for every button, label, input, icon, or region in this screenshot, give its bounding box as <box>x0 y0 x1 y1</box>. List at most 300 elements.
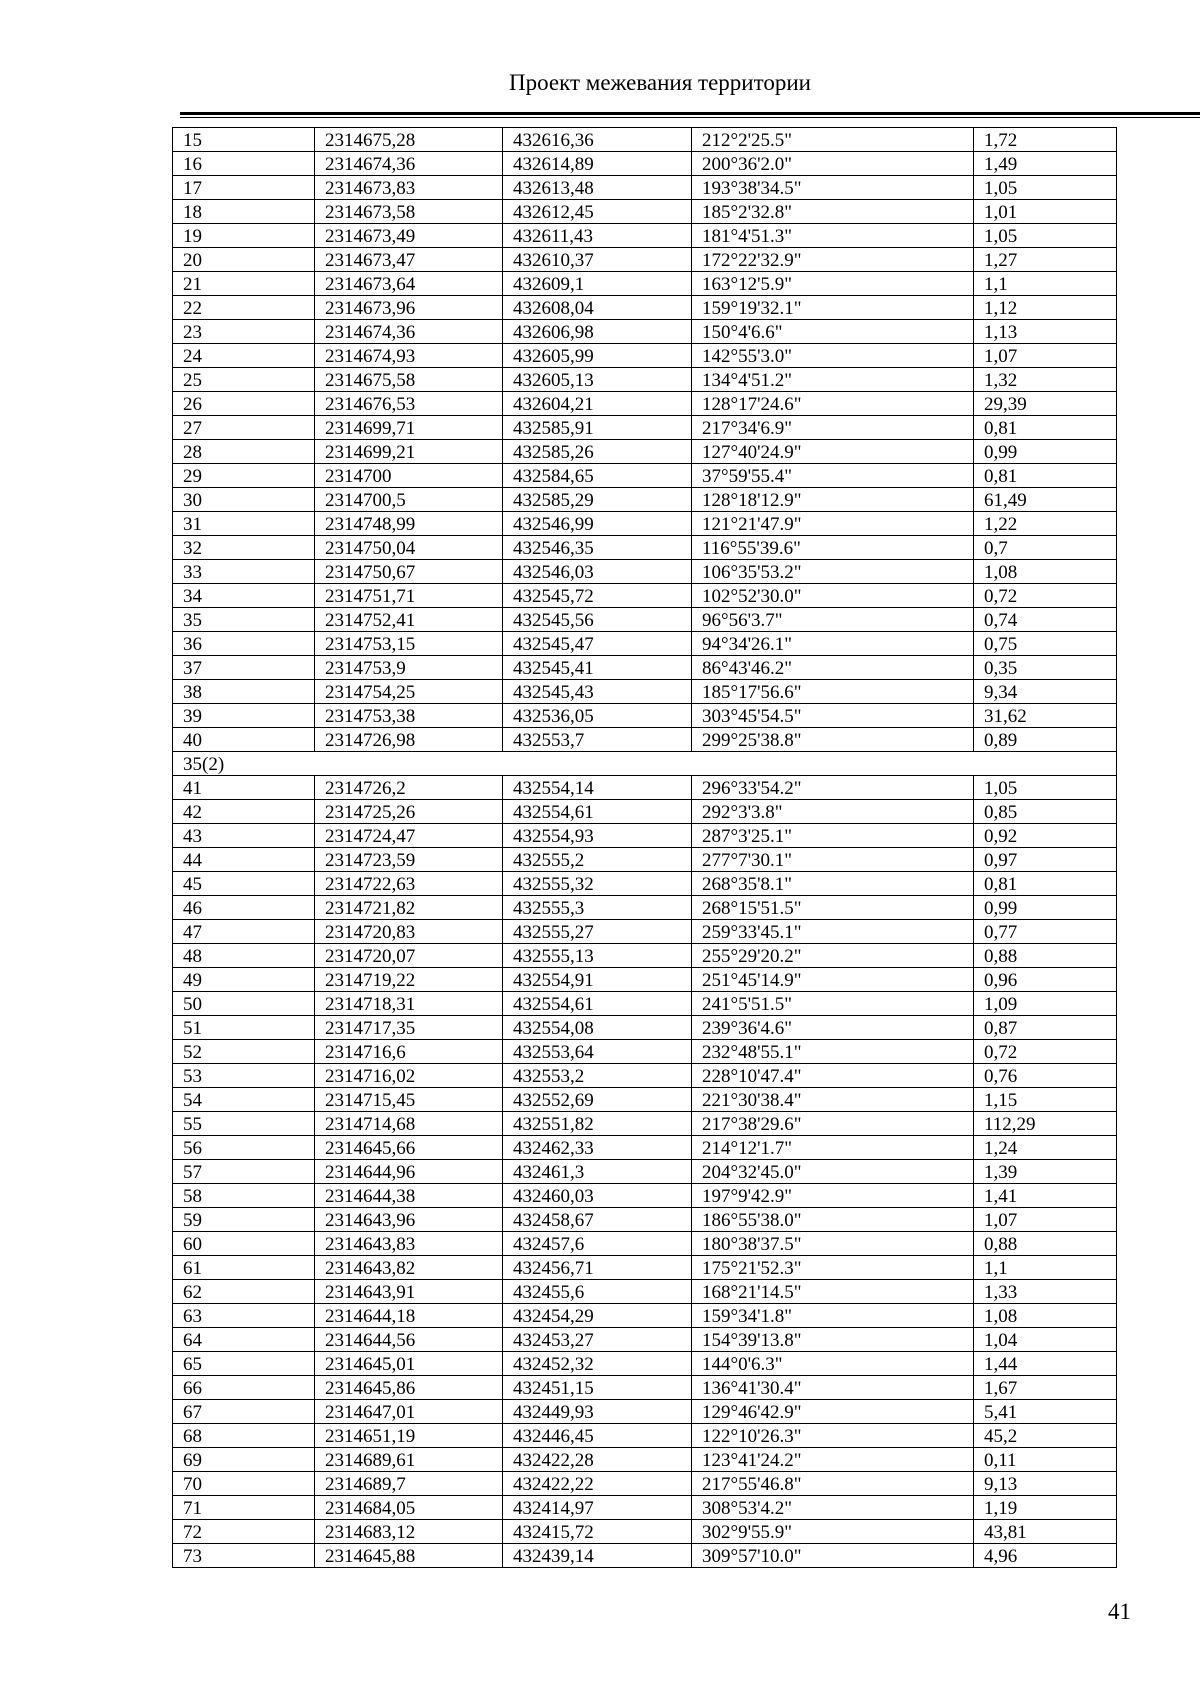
table-row <box>173 728 1117 752</box>
bearing-cell: 287°3'25.1" <box>692 824 974 848</box>
x-coordinate-cell: 2314644,38 <box>315 1184 503 1208</box>
distance-cell: 1,1 <box>974 272 1117 296</box>
bearing-cell: 159°19'32.1" <box>692 296 974 320</box>
table-row <box>173 1208 1117 1232</box>
point-number-cell: 34 <box>173 584 315 608</box>
y-coordinate-cell: 432555,2 <box>503 848 692 872</box>
distance-cell: 0,89 <box>974 728 1117 752</box>
bearing-cell: 106°35'53.2" <box>692 560 974 584</box>
point-number-cell: 50 <box>173 992 315 1016</box>
table-row <box>173 1016 1117 1040</box>
bearing-cell: 259°33'45.1" <box>692 920 974 944</box>
point-number-cell: 58 <box>173 1184 315 1208</box>
x-coordinate-cell: 2314724,47 <box>315 824 503 848</box>
point-number-cell: 42 <box>173 800 315 824</box>
table-row <box>173 1256 1117 1280</box>
bearing-cell: 181°4'51.3" <box>692 224 974 248</box>
point-number-cell: 28 <box>173 440 315 464</box>
distance-cell: 1,15 <box>974 1088 1117 1112</box>
bearing-cell: 122°10'26.3" <box>692 1424 974 1448</box>
y-coordinate-cell: 432605,13 <box>503 368 692 392</box>
bearing-cell: 268°35'8.1" <box>692 872 974 896</box>
x-coordinate-cell: 2314751,71 <box>315 584 503 608</box>
table-row <box>173 1544 1117 1568</box>
table-row <box>173 296 1117 320</box>
table-row <box>173 992 1117 1016</box>
point-number-cell: 63 <box>173 1304 315 1328</box>
y-coordinate-cell: 432553,2 <box>503 1064 692 1088</box>
point-number-cell: 41 <box>173 776 315 800</box>
distance-cell: 1,39 <box>974 1160 1117 1184</box>
table-row <box>173 1040 1117 1064</box>
point-number-cell: 56 <box>173 1136 315 1160</box>
point-number-cell: 49 <box>173 968 315 992</box>
distance-cell: 0,99 <box>974 896 1117 920</box>
x-coordinate-cell: 2314723,59 <box>315 848 503 872</box>
table-row <box>173 488 1117 512</box>
y-coordinate-cell: 432452,32 <box>503 1352 692 1376</box>
distance-cell: 1,67 <box>974 1376 1117 1400</box>
table-row <box>173 200 1117 224</box>
x-coordinate-cell: 2314700 <box>315 464 503 488</box>
bearing-cell: 175°21'52.3" <box>692 1256 974 1280</box>
bearing-cell: 159°34'1.8" <box>692 1304 974 1328</box>
bearing-cell: 308°53'4.2" <box>692 1496 974 1520</box>
x-coordinate-cell: 2314673,83 <box>315 176 503 200</box>
distance-cell: 1,08 <box>974 560 1117 584</box>
table-row <box>173 224 1117 248</box>
y-coordinate-cell: 432546,99 <box>503 512 692 536</box>
point-number-cell: 31 <box>173 512 315 536</box>
point-number-cell: 72 <box>173 1520 315 1544</box>
y-coordinate-cell: 432585,26 <box>503 440 692 464</box>
bearing-cell: 136°41'30.4" <box>692 1376 974 1400</box>
table-row <box>173 128 1117 152</box>
y-coordinate-cell: 432449,93 <box>503 1400 692 1424</box>
distance-cell: 0,81 <box>974 416 1117 440</box>
distance-cell: 1,44 <box>974 1352 1117 1376</box>
x-coordinate-cell: 2314689,7 <box>315 1472 503 1496</box>
bearing-cell: 221°30'38.4" <box>692 1088 974 1112</box>
bearing-cell: 239°36'4.6" <box>692 1016 974 1040</box>
bearing-cell: 128°18'12.9" <box>692 488 974 512</box>
table-row <box>173 1376 1117 1400</box>
x-coordinate-cell: 2314716,02 <box>315 1064 503 1088</box>
x-coordinate-cell: 2314719,22 <box>315 968 503 992</box>
x-coordinate-cell: 2314645,66 <box>315 1136 503 1160</box>
y-coordinate-cell: 432554,61 <box>503 992 692 1016</box>
point-number-cell: 39 <box>173 704 315 728</box>
bearing-cell: 228°10'47.4" <box>692 1064 974 1088</box>
x-coordinate-cell: 2314675,28 <box>315 128 503 152</box>
table-row <box>173 536 1117 560</box>
table-row <box>173 800 1117 824</box>
x-coordinate-cell: 2314720,07 <box>315 944 503 968</box>
bearing-cell: 232°48'55.1" <box>692 1040 974 1064</box>
table-row <box>173 1160 1117 1184</box>
bearing-cell: 217°34'6.9" <box>692 416 974 440</box>
table-row <box>173 656 1117 680</box>
point-number-cell: 52 <box>173 1040 315 1064</box>
point-number-cell: 54 <box>173 1088 315 1112</box>
table-row <box>173 896 1117 920</box>
distance-cell: 0,77 <box>974 920 1117 944</box>
distance-cell: 43,81 <box>974 1520 1117 1544</box>
point-number-cell: 30 <box>173 488 315 512</box>
distance-cell: 0,35 <box>974 656 1117 680</box>
bearing-cell: 96°56'3.7" <box>692 608 974 632</box>
bearing-cell: 309°57'10.0" <box>692 1544 974 1568</box>
x-coordinate-cell: 2314753,15 <box>315 632 503 656</box>
x-coordinate-cell: 2314750,04 <box>315 536 503 560</box>
point-number-cell: 33 <box>173 560 315 584</box>
y-coordinate-cell: 432604,21 <box>503 392 692 416</box>
y-coordinate-cell: 432546,03 <box>503 560 692 584</box>
y-coordinate-cell: 432555,3 <box>503 896 692 920</box>
table-row <box>173 584 1117 608</box>
y-coordinate-cell: 432415,72 <box>503 1520 692 1544</box>
x-coordinate-cell: 2314683,12 <box>315 1520 503 1544</box>
table-row <box>173 368 1117 392</box>
bearing-cell: 186°55'38.0" <box>692 1208 974 1232</box>
x-coordinate-cell: 2314674,36 <box>315 152 503 176</box>
distance-cell: 0,7 <box>974 536 1117 560</box>
bearing-cell: 212°2'25.5" <box>692 128 974 152</box>
distance-cell: 0,96 <box>974 968 1117 992</box>
point-number-cell: 62 <box>173 1280 315 1304</box>
distance-cell: 1,27 <box>974 248 1117 272</box>
point-number-cell: 70 <box>173 1472 315 1496</box>
table-row <box>173 1112 1117 1136</box>
x-coordinate-cell: 2314673,58 <box>315 200 503 224</box>
bearing-cell: 217°55'46.8" <box>692 1472 974 1496</box>
bearing-cell: 154°39'13.8" <box>692 1328 974 1352</box>
table-row <box>173 176 1117 200</box>
point-number-cell: 43 <box>173 824 315 848</box>
x-coordinate-cell: 2314645,86 <box>315 1376 503 1400</box>
distance-cell: 1,05 <box>974 776 1117 800</box>
bearing-cell: 163°12'5.9" <box>692 272 974 296</box>
distance-cell: 29,39 <box>974 392 1117 416</box>
x-coordinate-cell: 2314716,6 <box>315 1040 503 1064</box>
y-coordinate-cell: 432451,15 <box>503 1376 692 1400</box>
x-coordinate-cell: 2314689,61 <box>315 1448 503 1472</box>
bearing-cell: 129°46'42.9" <box>692 1400 974 1424</box>
y-coordinate-cell: 432606,98 <box>503 320 692 344</box>
y-coordinate-cell: 432422,22 <box>503 1472 692 1496</box>
table-row <box>173 704 1117 728</box>
bearing-cell: 180°38'37.5" <box>692 1232 974 1256</box>
y-coordinate-cell: 432614,89 <box>503 152 692 176</box>
table-row <box>173 1328 1117 1352</box>
x-coordinate-cell: 2314684,05 <box>315 1496 503 1520</box>
bearing-cell: 37°59'55.4" <box>692 464 974 488</box>
x-coordinate-cell: 2314726,98 <box>315 728 503 752</box>
table-row <box>173 416 1117 440</box>
table-row <box>173 1496 1117 1520</box>
table-row <box>173 1400 1117 1424</box>
bearing-cell: 172°22'32.9" <box>692 248 974 272</box>
y-coordinate-cell: 432536,05 <box>503 704 692 728</box>
bearing-cell: 303°45'54.5" <box>692 704 974 728</box>
table-row <box>173 1352 1117 1376</box>
distance-cell: 1,41 <box>974 1184 1117 1208</box>
y-coordinate-cell: 432454,29 <box>503 1304 692 1328</box>
distance-cell: 0,74 <box>974 608 1117 632</box>
x-coordinate-cell: 2314651,19 <box>315 1424 503 1448</box>
x-coordinate-cell: 2314674,36 <box>315 320 503 344</box>
table-row <box>173 1424 1117 1448</box>
bearing-cell: 241°5'51.5" <box>692 992 974 1016</box>
bearing-cell: 185°17'56.6" <box>692 680 974 704</box>
distance-cell: 9,13 <box>974 1472 1117 1496</box>
point-number-cell: 26 <box>173 392 315 416</box>
x-coordinate-cell: 2314645,01 <box>315 1352 503 1376</box>
page-title: Проект межевания территории <box>509 70 811 95</box>
distance-cell: 4,96 <box>974 1544 1117 1568</box>
distance-cell: 0,99 <box>974 440 1117 464</box>
point-number-cell: 37 <box>173 656 315 680</box>
y-coordinate-cell: 432456,71 <box>503 1256 692 1280</box>
x-coordinate-cell: 2314748,99 <box>315 512 503 536</box>
distance-cell: 0,88 <box>974 944 1117 968</box>
table-row <box>173 1448 1117 1472</box>
x-coordinate-cell: 2314643,96 <box>315 1208 503 1232</box>
distance-cell: 0,92 <box>974 824 1117 848</box>
table-row <box>173 392 1117 416</box>
bearing-cell: 121°21'47.9" <box>692 512 974 536</box>
point-number-cell: 35 <box>173 608 315 632</box>
point-number-cell: 27 <box>173 416 315 440</box>
table-row <box>173 320 1117 344</box>
x-coordinate-cell: 2314643,83 <box>315 1232 503 1256</box>
x-coordinate-cell: 2314673,47 <box>315 248 503 272</box>
distance-cell: 0,97 <box>974 848 1117 872</box>
header-rule-thick <box>180 112 1200 115</box>
distance-cell: 0,81 <box>974 872 1117 896</box>
point-number-cell: 25 <box>173 368 315 392</box>
x-coordinate-cell: 2314699,21 <box>315 440 503 464</box>
y-coordinate-cell: 432460,03 <box>503 1184 692 1208</box>
table-row <box>173 344 1117 368</box>
x-coordinate-cell: 2314752,41 <box>315 608 503 632</box>
y-coordinate-cell: 432455,6 <box>503 1280 692 1304</box>
distance-cell: 1,24 <box>974 1136 1117 1160</box>
table-row <box>173 272 1117 296</box>
x-coordinate-cell: 2314675,58 <box>315 368 503 392</box>
y-coordinate-cell: 432612,45 <box>503 200 692 224</box>
point-number-cell: 57 <box>173 1160 315 1184</box>
bearing-cell: 144°0'6.3" <box>692 1352 974 1376</box>
x-coordinate-cell: 2314673,96 <box>315 296 503 320</box>
x-coordinate-cell: 2314753,38 <box>315 704 503 728</box>
x-coordinate-cell: 2314721,82 <box>315 896 503 920</box>
section-label-row <box>173 752 1117 776</box>
table-row <box>173 776 1117 800</box>
x-coordinate-cell: 2314750,67 <box>315 560 503 584</box>
point-number-cell: 16 <box>173 152 315 176</box>
distance-cell: 9,34 <box>974 680 1117 704</box>
table-row <box>173 680 1117 704</box>
x-coordinate-cell: 2314714,68 <box>315 1112 503 1136</box>
x-coordinate-cell: 2314643,91 <box>315 1280 503 1304</box>
bearing-cell: 251°45'14.9" <box>692 968 974 992</box>
table-row <box>173 152 1117 176</box>
x-coordinate-cell: 2314753,9 <box>315 656 503 680</box>
point-number-cell: 47 <box>173 920 315 944</box>
distance-cell: 1,08 <box>974 1304 1117 1328</box>
y-coordinate-cell: 432545,41 <box>503 656 692 680</box>
x-coordinate-cell: 2314644,18 <box>315 1304 503 1328</box>
table-row <box>173 872 1117 896</box>
x-coordinate-cell: 2314644,96 <box>315 1160 503 1184</box>
table-row <box>173 248 1117 272</box>
y-coordinate-cell: 432554,14 <box>503 776 692 800</box>
distance-cell: 0,72 <box>974 1040 1117 1064</box>
table-row <box>173 1064 1117 1088</box>
x-coordinate-cell: 2314726,2 <box>315 776 503 800</box>
y-coordinate-cell: 432609,1 <box>503 272 692 296</box>
point-number-cell: 20 <box>173 248 315 272</box>
y-coordinate-cell: 432545,72 <box>503 584 692 608</box>
y-coordinate-cell: 432616,36 <box>503 128 692 152</box>
y-coordinate-cell: 432458,67 <box>503 1208 692 1232</box>
distance-cell: 61,49 <box>974 488 1117 512</box>
x-coordinate-cell: 2314720,83 <box>315 920 503 944</box>
distance-cell: 1,05 <box>974 224 1117 248</box>
bearing-cell: 102°52'30.0" <box>692 584 974 608</box>
y-coordinate-cell: 432457,6 <box>503 1232 692 1256</box>
y-coordinate-cell: 432439,14 <box>503 1544 692 1568</box>
table-row <box>173 560 1117 584</box>
distance-cell: 1,13 <box>974 320 1117 344</box>
point-number-cell: 18 <box>173 200 315 224</box>
y-coordinate-cell: 432446,45 <box>503 1424 692 1448</box>
bearing-cell: 296°33'54.2" <box>692 776 974 800</box>
y-coordinate-cell: 432551,82 <box>503 1112 692 1136</box>
point-number-cell: 46 <box>173 896 315 920</box>
distance-cell: 1,12 <box>974 296 1117 320</box>
distance-cell: 1,01 <box>974 200 1117 224</box>
y-coordinate-cell: 432611,43 <box>503 224 692 248</box>
y-coordinate-cell: 432453,27 <box>503 1328 692 1352</box>
distance-cell: 0,76 <box>974 1064 1117 1088</box>
point-number-cell: 66 <box>173 1376 315 1400</box>
distance-cell: 0,11 <box>974 1448 1117 1472</box>
distance-cell: 0,85 <box>974 800 1117 824</box>
x-coordinate-cell: 2314722,63 <box>315 872 503 896</box>
point-number-cell: 69 <box>173 1448 315 1472</box>
point-number-cell: 21 <box>173 272 315 296</box>
table-row <box>173 632 1117 656</box>
distance-cell: 1,32 <box>974 368 1117 392</box>
distance-cell: 31,62 <box>974 704 1117 728</box>
table-row <box>173 920 1117 944</box>
y-coordinate-cell: 432552,69 <box>503 1088 692 1112</box>
x-coordinate-cell: 2314647,01 <box>315 1400 503 1424</box>
point-number-cell: 64 <box>173 1328 315 1352</box>
bearing-cell: 292°3'3.8" <box>692 800 974 824</box>
point-number-cell: 36 <box>173 632 315 656</box>
y-coordinate-cell: 432585,91 <box>503 416 692 440</box>
page-number: 41 <box>1108 1599 1131 1624</box>
table-row <box>173 848 1117 872</box>
table-row <box>173 512 1117 536</box>
bearing-cell: 214°12'1.7" <box>692 1136 974 1160</box>
distance-cell: 0,88 <box>974 1232 1117 1256</box>
bearing-cell: 185°2'32.8" <box>692 200 974 224</box>
distance-cell: 45,2 <box>974 1424 1117 1448</box>
x-coordinate-cell: 2314674,93 <box>315 344 503 368</box>
point-number-cell: 59 <box>173 1208 315 1232</box>
x-coordinate-cell: 2314754,25 <box>315 680 503 704</box>
x-coordinate-cell: 2314676,53 <box>315 392 503 416</box>
y-coordinate-cell: 432545,56 <box>503 608 692 632</box>
point-number-cell: 60 <box>173 1232 315 1256</box>
point-number-cell: 73 <box>173 1544 315 1568</box>
y-coordinate-cell: 432545,43 <box>503 680 692 704</box>
bearing-cell: 116°55'39.6" <box>692 536 974 560</box>
y-coordinate-cell: 432555,32 <box>503 872 692 896</box>
bearing-cell: 128°17'24.6" <box>692 392 974 416</box>
table-row <box>173 464 1117 488</box>
point-number-cell: 67 <box>173 1400 315 1424</box>
y-coordinate-cell: 432584,65 <box>503 464 692 488</box>
point-number-cell: 44 <box>173 848 315 872</box>
y-coordinate-cell: 432554,08 <box>503 1016 692 1040</box>
y-coordinate-cell: 432414,97 <box>503 1496 692 1520</box>
y-coordinate-cell: 432461,3 <box>503 1160 692 1184</box>
bearing-cell: 277°7'30.1" <box>692 848 974 872</box>
table-row <box>173 1280 1117 1304</box>
y-coordinate-cell: 432610,37 <box>503 248 692 272</box>
point-number-cell: 40 <box>173 728 315 752</box>
point-number-cell: 29 <box>173 464 315 488</box>
point-number-cell: 48 <box>173 944 315 968</box>
y-coordinate-cell: 432553,64 <box>503 1040 692 1064</box>
point-number-cell: 55 <box>173 1112 315 1136</box>
point-number-cell: 51 <box>173 1016 315 1040</box>
distance-cell: 0,72 <box>974 584 1117 608</box>
bearing-cell: 200°36'2.0" <box>692 152 974 176</box>
point-number-cell: 24 <box>173 344 315 368</box>
point-number-cell: 15 <box>173 128 315 152</box>
distance-cell: 1,49 <box>974 152 1117 176</box>
bearing-cell: 217°38'29.6" <box>692 1112 974 1136</box>
x-coordinate-cell: 2314673,49 <box>315 224 503 248</box>
bearing-cell: 127°40'24.9" <box>692 440 974 464</box>
bearing-cell: 150°4'6.6" <box>692 320 974 344</box>
point-number-cell: 38 <box>173 680 315 704</box>
bearing-cell: 302°9'55.9" <box>692 1520 974 1544</box>
table-row <box>173 824 1117 848</box>
x-coordinate-cell: 2314644,56 <box>315 1328 503 1352</box>
distance-cell: 0,87 <box>974 1016 1117 1040</box>
y-coordinate-cell: 432462,33 <box>503 1136 692 1160</box>
point-number-cell: 22 <box>173 296 315 320</box>
x-coordinate-cell: 2314718,31 <box>315 992 503 1016</box>
coordinates-table <box>172 127 1117 1568</box>
x-coordinate-cell: 2314725,26 <box>315 800 503 824</box>
bearing-cell: 134°4'51.2" <box>692 368 974 392</box>
x-coordinate-cell: 2314700,5 <box>315 488 503 512</box>
distance-cell: 1,1 <box>974 1256 1117 1280</box>
table-row <box>173 944 1117 968</box>
distance-cell: 0,81 <box>974 464 1117 488</box>
bearing-cell: 168°21'14.5" <box>692 1280 974 1304</box>
distance-cell: 1,07 <box>974 1208 1117 1232</box>
y-coordinate-cell: 432554,93 <box>503 824 692 848</box>
